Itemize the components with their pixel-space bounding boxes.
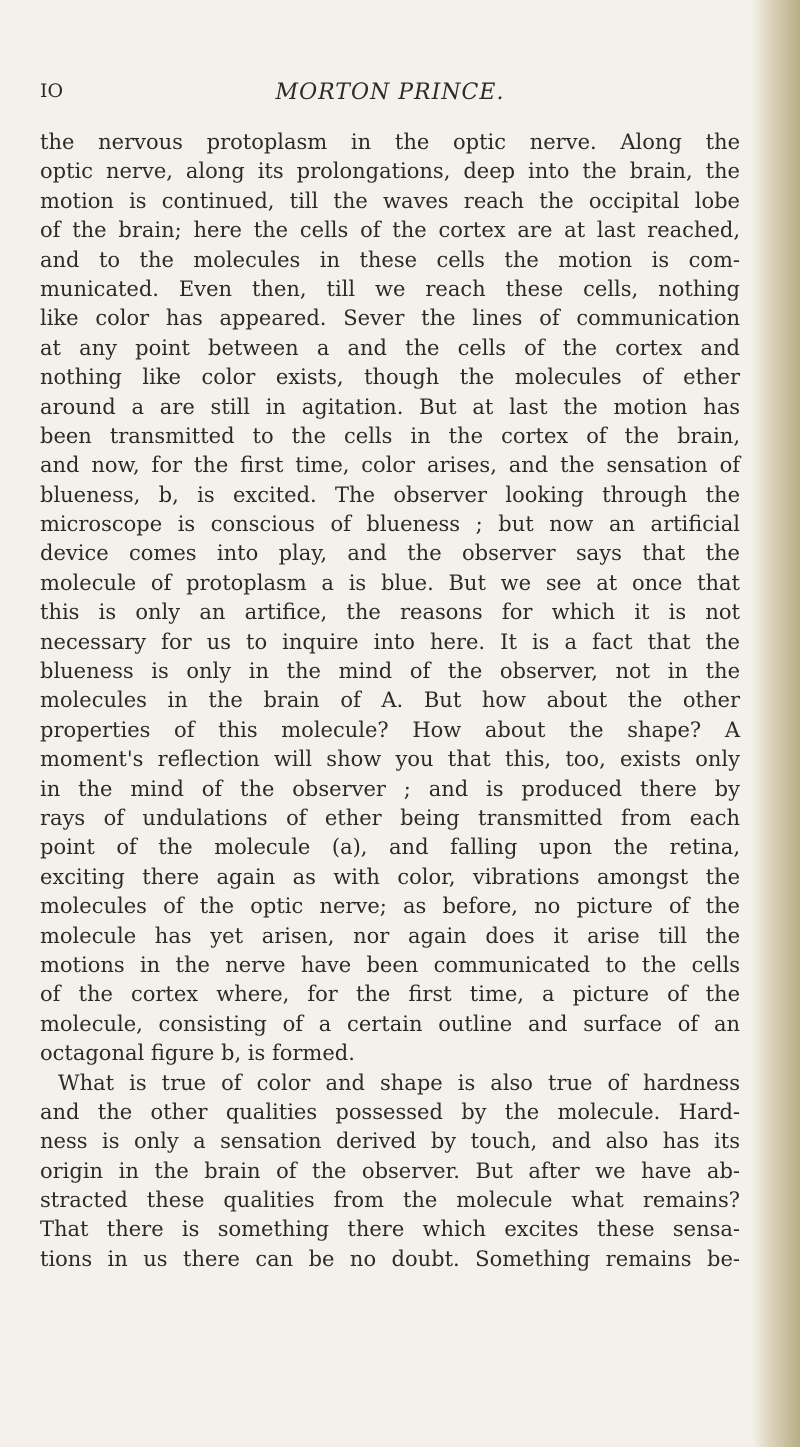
text-line: stracted these qualities from the molecule what remains? [40,1188,740,1213]
text-line: in the mind of the observer ; and is produced there by [40,776,740,801]
text-line: moment's reflection will show you that this, too, exists only [40,747,740,772]
text-line: molecules of the optic nerve; as before, no picture of the [40,894,740,919]
text-line: What is true of color and shape is also true of hardness [58,1070,740,1095]
text-line: at any point between a and the cells of the cortex and [40,335,740,360]
text-line: device comes into play, and the observer says that the [40,541,740,566]
text-line: properties of this molecule? How about the shape? A [40,717,740,742]
text-line: of the cortex where, for the first time, a picture of the [40,982,740,1007]
text-line: the nervous protoplasm in the optic nerve. Along the [40,130,740,154]
text-line: microscope is conscious of blueness ; but now an artificial [40,512,740,537]
text-line: molecules in the brain of A. But how about the other [40,688,740,713]
text-line: of the brain; here the cells of the cortex are at last reached, [40,218,740,243]
page-number: IO [40,80,64,102]
text-line: That there is something there which excites these sensa- [40,1217,740,1242]
text-line: exciting there again as with color, vibrations amongst the [40,864,740,889]
running-head: MORTON PRINCE. [275,80,505,105]
text-line: like color has appeared. Sever the lines of communication [40,306,740,331]
text-line: and now, for the first time, color arises, and the sensation of [40,453,740,478]
text-line: molecule has yet arisen, nor again does it arise till the [40,923,740,948]
text-line: around a are still in agitation. But at last the motion has [40,394,740,419]
text-line: and the other qualities possessed by the molecule. Hard- [40,1099,740,1124]
text-line: been transmitted to the cells in the cortex of the brain, [40,423,740,448]
body-text [40,128,740,1274]
page-edge-shadow [752,0,800,1447]
text-line: motion is continued, till the waves reach the occipital lobe [40,188,740,213]
text-line: motions in the nerve have been communicated to the cells [40,952,740,977]
text-line: molecule, consisting of a certain outline and surface of an [40,1011,740,1036]
text-line: point of the molecule (a), and falling upon the retina, [40,835,740,860]
text-line: ness is only a sensation derived by touch, and also has its [40,1129,740,1154]
text-line: rays of undulations of ether being transmitted from each [40,805,740,830]
text-line: blueness is only in the mind of the observer, not in the [40,659,740,684]
text-line: blueness, b, is excited. The observer looking through the [40,482,740,507]
text-line: nothing like color exists, though the molecules of ether [40,365,740,390]
text-line: origin in the brain of the observer. But after we have ab- [40,1158,740,1183]
text-line: municated. Even then, till we reach these cells, nothing [40,276,740,301]
text-line: octagonal figure b, is formed. [40,1041,355,1066]
text-line: this is only an artifice, the reasons for which it is not [40,600,740,625]
page-header [40,80,740,114]
text-line: and to the molecules in these cells the motion is com- [40,247,740,272]
text-line: tions in us there can be no doubt. Something remains be- [40,1246,740,1271]
text-line: necessary for us to inquire into here. It is a fact that the [40,629,740,654]
text-line: molecule of protoplasm a is blue. But we see at once that [40,570,740,595]
text-line: optic nerve, along its prolongations, deep into the brain, the [40,159,740,184]
